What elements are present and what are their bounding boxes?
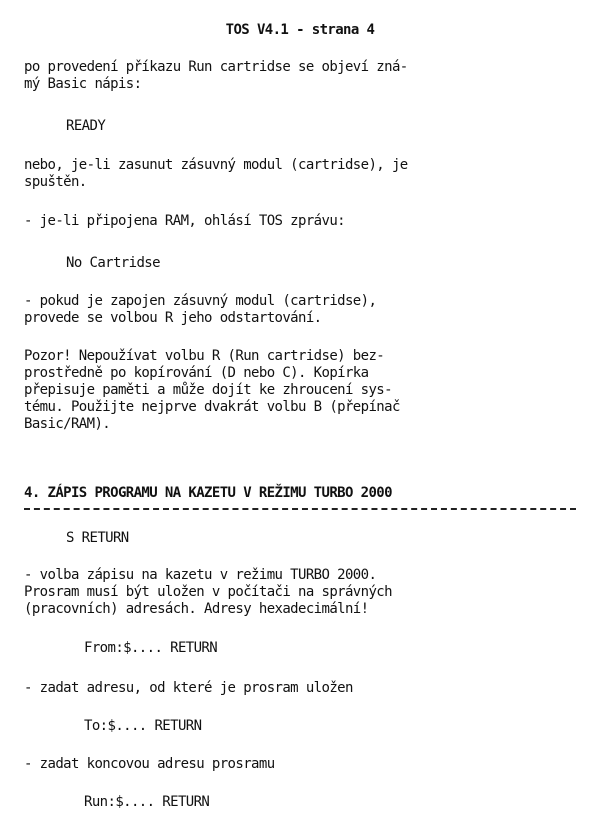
paragraph-line: - pokud je zapojen zásuvný modul (cartridse), <box>24 293 377 309</box>
paragraph-line: - volba zápisu na kazetu v režimu TURBO 2000. <box>24 567 377 583</box>
section-heading: 4. ZÁPIS PROGRAMU NA KAZETU V REŽIMU TURBO 2000 <box>24 485 392 501</box>
paragraph-line: Prosram musí být uložen v počítači na správných <box>24 584 392 600</box>
paragraph-line: (pracovních) adresách. Adresy hexadecimální! <box>24 601 369 617</box>
code-to: To:$.... RETURN <box>84 718 202 734</box>
paragraph-line: nebo, je-li zasunut zásuvný modul (cartridse), je <box>24 157 408 173</box>
paragraph-line: tému. Použijte nejprve dvakrát volbu B (přepínač <box>24 399 400 415</box>
paragraph-line: - zadat adresu, od které je prosram uložen <box>24 680 353 696</box>
code-from: From:$.... RETURN <box>84 640 218 656</box>
page-title: TOS V4.1 - strana 4 <box>225 22 375 38</box>
paragraph-line: Basic/RAM). <box>24 416 111 432</box>
paragraph-line: spuštěn. <box>24 174 87 190</box>
paragraph-line: - je-li připojena RAM, ohlásí TOS zprávu: <box>24 213 345 229</box>
paragraph-line: - zadat koncovou adresu prosramu <box>24 756 275 772</box>
code-run: Run:$.... RETURN <box>84 794 210 810</box>
paragraph-line: přepisuje paměti a může dojít ke zhroucení sys- <box>24 382 392 398</box>
heading-underline <box>24 508 576 510</box>
paragraph-line: prostředně po kopírování (D nebo C). Kopírka <box>24 365 369 381</box>
code-ready: READY <box>66 118 106 134</box>
paragraph-line: mý Basic nápis: <box>24 76 142 92</box>
paragraph-line: provede se volbou R jeho odstartování. <box>24 310 322 326</box>
paragraph-line: Pozor! Nepoužívat volbu R (Run cartridse) bez- <box>24 348 385 364</box>
code-s-return: S RETURN <box>66 530 129 546</box>
code-no-cartridge: No Cartridse <box>66 255 160 271</box>
paragraph-line: po provedení příkazu Run cartridse se objeví zná- <box>24 59 408 75</box>
